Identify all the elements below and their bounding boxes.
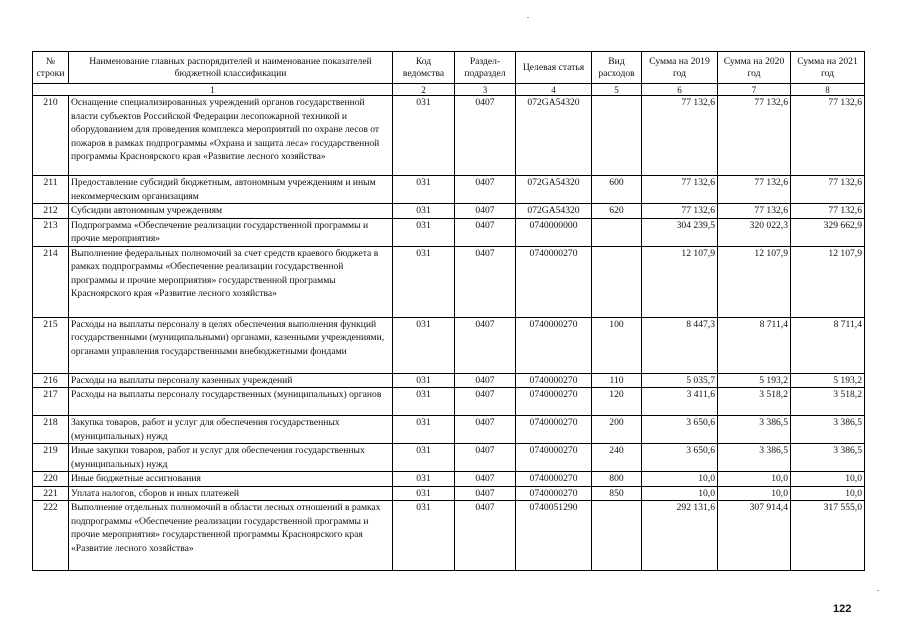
row-sum-2020: 3 386,5 (718, 444, 791, 472)
header-name: Наименование главных распорядителей и наименование показателей бюджетной классификации (69, 52, 393, 84)
row-sum-2019: 5 035,7 (642, 373, 718, 388)
row-number: 221 (33, 486, 69, 501)
row-sum-2019: 10,0 (642, 472, 718, 487)
row-name: Уплата налогов, сборов и иных платежей (69, 486, 393, 501)
header-sum-2020: Сумма на 2020 год (718, 52, 791, 84)
row-sum-2020: 77 132,6 (718, 204, 791, 219)
header-dept-code: Код ведомства (393, 52, 455, 84)
row-section: 0407 (455, 472, 516, 487)
table-row (33, 204, 865, 219)
row-number: 219 (33, 444, 69, 472)
row-number: 215 (33, 317, 69, 373)
row-sum-2019: 3 650,6 (642, 416, 718, 444)
column-number: 2 (393, 84, 455, 96)
row-section: 0407 (455, 501, 516, 571)
row-sum-2020: 77 132,6 (718, 176, 791, 204)
row-sum-2020: 307 914,4 (718, 501, 791, 571)
column-number: 5 (592, 84, 642, 96)
row-number: 212 (33, 204, 69, 219)
row-expense-type: 800 (592, 472, 642, 487)
row-sum-2021: 12 107,9 (791, 246, 865, 317)
row-section: 0407 (455, 373, 516, 388)
table-row (33, 176, 865, 204)
table-row (33, 373, 865, 388)
row-number: 214 (33, 246, 69, 317)
row-dept-code: 031 (393, 246, 455, 317)
budget-table (32, 51, 865, 571)
row-expense-type (592, 96, 642, 176)
row-number: 211 (33, 176, 69, 204)
row-dept-code: 031 (393, 176, 455, 204)
row-target: 072GA54320 (516, 204, 592, 219)
row-section: 0407 (455, 416, 516, 444)
header-section: Раздел-подраздел (455, 52, 516, 84)
row-sum-2019: 8 447,3 (642, 317, 718, 373)
table-row (33, 317, 865, 373)
row-expense-type: 110 (592, 373, 642, 388)
row-target: 0740000270 (516, 317, 592, 373)
row-dept-code: 031 (393, 486, 455, 501)
row-number: 217 (33, 388, 69, 416)
row-dept-code: 031 (393, 444, 455, 472)
row-sum-2020: 5 193,2 (718, 373, 791, 388)
row-sum-2020: 8 711,4 (718, 317, 791, 373)
column-number: 4 (516, 84, 592, 96)
scan-speck (527, 17, 529, 18)
row-number: 213 (33, 218, 69, 246)
row-target: 072GA54320 (516, 176, 592, 204)
row-name: Расходы на выплаты персоналу в целях обеспечения выполнения функций государственными (муниципальными) органами, казенными учреждениями, органами управления государственными внебюджетными фондами (69, 317, 393, 373)
row-section: 0407 (455, 218, 516, 246)
header-row-no: № строки (33, 52, 69, 84)
row-target: 0740000270 (516, 373, 592, 388)
row-target: 0740000270 (516, 444, 592, 472)
row-sum-2021: 77 132,6 (791, 204, 865, 219)
row-name: Выполнение отдельных полномочий в области лесных отношений в рамках подпрограммы «Обеспечение реализации государственной программы и прочие мероприятия» государственной программы Красноярского края «Развитие лесного хозяйства» (69, 501, 393, 571)
row-target: 0740000270 (516, 416, 592, 444)
table-body (33, 96, 865, 571)
table-row (33, 218, 865, 246)
row-expense-type (592, 218, 642, 246)
row-target: 0740000270 (516, 472, 592, 487)
row-section: 0407 (455, 486, 516, 501)
row-target: 0740000270 (516, 486, 592, 501)
row-number: 218 (33, 416, 69, 444)
row-sum-2020: 3 518,2 (718, 388, 791, 416)
column-number: 7 (718, 84, 791, 96)
row-name: Выполнение федеральных полномочий за счет средств краевого бюджета в рамках подпрограммы «Обеспечение реализации государственной программы и прочие мероприятия» государственной программы Красноярского края «Развитие лесного хозяйства» (69, 246, 393, 317)
row-dept-code: 031 (393, 388, 455, 416)
table-row (33, 444, 865, 472)
row-number: 210 (33, 96, 69, 176)
table-row (33, 416, 865, 444)
row-dept-code: 031 (393, 501, 455, 571)
table-header (33, 52, 865, 96)
row-sum-2019: 304 239,5 (642, 218, 718, 246)
row-number: 220 (33, 472, 69, 487)
row-section: 0407 (455, 444, 516, 472)
row-number: 216 (33, 373, 69, 388)
row-expense-type: 200 (592, 416, 642, 444)
row-section: 0407 (455, 246, 516, 317)
row-expense-type (592, 501, 642, 571)
row-dept-code: 031 (393, 96, 455, 176)
row-expense-type: 620 (592, 204, 642, 219)
row-section: 0407 (455, 388, 516, 416)
row-name: Закупка товаров, работ и услуг для обеспечения государственных (муниципальных) нужд (69, 416, 393, 444)
header-target: Целевая статья (516, 52, 592, 84)
row-sum-2021: 10,0 (791, 472, 865, 487)
table-row (33, 472, 865, 487)
row-sum-2021: 77 132,6 (791, 176, 865, 204)
row-sum-2019: 77 132,6 (642, 204, 718, 219)
column-number: 6 (642, 84, 718, 96)
row-target: 0740000270 (516, 388, 592, 416)
scan-speck (877, 590, 879, 591)
row-sum-2021: 8 711,4 (791, 317, 865, 373)
header-sum-2021: Сумма на 2021 год (791, 52, 865, 84)
row-sum-2021: 3 386,5 (791, 444, 865, 472)
row-dept-code: 031 (393, 416, 455, 444)
table-row (33, 246, 865, 317)
column-number: 1 (33, 84, 393, 96)
row-number: 222 (33, 501, 69, 571)
row-sum-2021: 329 662,9 (791, 218, 865, 246)
row-dept-code: 031 (393, 218, 455, 246)
row-sum-2020: 12 107,9 (718, 246, 791, 317)
row-expense-type: 100 (592, 317, 642, 373)
row-sum-2021: 5 193,2 (791, 373, 865, 388)
row-name: Подпрограмма «Обеспечение реализации государственной программы и прочие мероприятия» (69, 218, 393, 246)
row-sum-2021: 10,0 (791, 486, 865, 501)
row-name: Субсидии автономным учреждениям (69, 204, 393, 219)
row-sum-2019: 292 131,6 (642, 501, 718, 571)
column-number-row (33, 84, 865, 96)
row-sum-2020: 10,0 (718, 472, 791, 487)
row-sum-2020: 10,0 (718, 486, 791, 501)
row-sum-2019: 77 132,6 (642, 176, 718, 204)
column-number: 3 (455, 84, 516, 96)
header-expense-type: Вид расходов (592, 52, 642, 84)
row-expense-type: 600 (592, 176, 642, 204)
row-sum-2021: 3 518,2 (791, 388, 865, 416)
table-row (33, 388, 865, 416)
row-expense-type: 240 (592, 444, 642, 472)
row-section: 0407 (455, 176, 516, 204)
row-sum-2021: 317 555,0 (791, 501, 865, 571)
column-number: 8 (791, 84, 865, 96)
row-target: 0740000000 (516, 218, 592, 246)
table-row (33, 501, 865, 571)
row-sum-2019: 3 411,6 (642, 388, 718, 416)
table-row (33, 486, 865, 501)
row-target: 072GA54320 (516, 96, 592, 176)
row-dept-code: 031 (393, 373, 455, 388)
row-sum-2019: 12 107,9 (642, 246, 718, 317)
row-name: Расходы на выплаты персоналу государственных (муниципальных) органов (69, 388, 393, 416)
row-section: 0407 (455, 317, 516, 373)
row-target: 0740051290 (516, 501, 592, 571)
row-sum-2019: 10,0 (642, 486, 718, 501)
row-sum-2020: 3 386,5 (718, 416, 791, 444)
row-dept-code: 031 (393, 472, 455, 487)
table-row (33, 96, 865, 176)
row-sum-2020: 77 132,6 (718, 96, 791, 176)
row-dept-code: 031 (393, 317, 455, 373)
row-section: 0407 (455, 96, 516, 176)
row-target: 0740000270 (516, 246, 592, 317)
header-sum-2019: Сумма на 2019 год (642, 52, 718, 84)
row-expense-type (592, 246, 642, 317)
row-section: 0407 (455, 204, 516, 219)
row-sum-2020: 320 022,3 (718, 218, 791, 246)
page-number: 122 (833, 603, 852, 615)
row-name: Иные закупки товаров, работ и услуг для обеспечения государственных (муниципальных) нужд (69, 444, 393, 472)
row-sum-2019: 3 650,6 (642, 444, 718, 472)
row-sum-2021: 3 386,5 (791, 416, 865, 444)
row-name: Оснащение специализированных учреждений органов государственной власти субъектов Российской Федерации лесопожарной техникой и оборудованием для проведения комплекса мероприятий по охране лесов от пожаров в рамках подпрограммы «Охрана и защита леса» государственной программы Красноярского края «Развитие лесного хозяйства» (69, 96, 393, 176)
row-name: Иные бюджетные ассигнования (69, 472, 393, 487)
row-name: Расходы на выплаты персоналу казенных учреждений (69, 373, 393, 388)
row-sum-2021: 77 132,6 (791, 96, 865, 176)
row-dept-code: 031 (393, 204, 455, 219)
row-name: Предоставление субсидий бюджетным, автономным учреждениям и иным некоммерческим организациям (69, 176, 393, 204)
row-sum-2019: 77 132,6 (642, 96, 718, 176)
row-expense-type: 850 (592, 486, 642, 501)
row-expense-type: 120 (592, 388, 642, 416)
